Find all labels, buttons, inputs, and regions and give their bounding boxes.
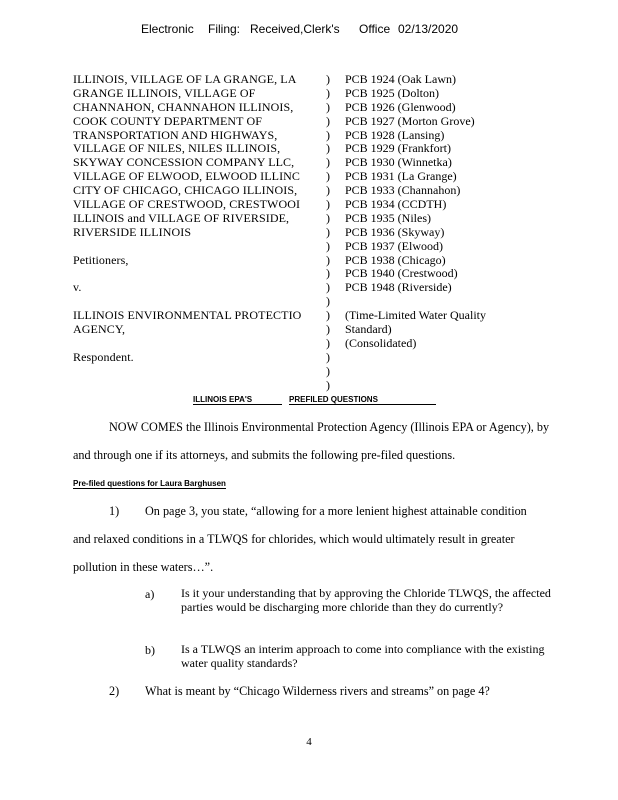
electronic-filing-stamp	[0, 22, 618, 36]
petitioner-line: ILLINOIS and VILLAGE OF RIVERSIDE,	[73, 211, 290, 225]
question-text-line: pollution in these waters…”.	[73, 560, 214, 574]
caption-paren: )	[326, 294, 330, 309]
case-number: PCB 1928 (Lansing)	[345, 127, 445, 142]
case-number: PCB 1935 (Niles)	[345, 210, 432, 225]
case-number: PCB 1930 (Winnetka)	[345, 155, 452, 170]
intro-line-1: NOW COMES the Illinois Environmental Protection Agency (Illinois EPA or Agency), by	[109, 420, 550, 434]
caption-paren: )	[326, 238, 330, 253]
case-number: PCB 1938 (Chicago)	[345, 252, 446, 267]
caption-paren: )	[326, 72, 330, 86]
case-number: PCB 1929 (Frankfort)	[345, 141, 451, 156]
case-number: PCB 1926 (Glenwood)	[345, 99, 456, 114]
stamp-received: Received,Clerk's	[250, 22, 340, 36]
stamp-office: Office	[359, 22, 391, 36]
sub-question-label: a)	[145, 587, 155, 601]
intro-line-2: and through one if its attorneys, and submits the following pre-filed questions.	[73, 448, 456, 462]
sub-question-text: Is a TLWQS an interim approach to come into compliance with the existing water quality standards?	[181, 642, 545, 670]
caption-paren: )	[326, 141, 330, 156]
case-number: PCB 1940 (Crestwood)	[345, 266, 458, 281]
case-number: PCB 1937 (Elwood)	[345, 238, 444, 253]
case-number: PCB 1934 (CCDTH)	[345, 197, 447, 212]
caption-paren: )	[326, 280, 330, 295]
caption-paren: )	[326, 169, 330, 184]
sub-question-label: b)	[145, 643, 155, 657]
petitioner-line: ILLINOIS, VILLAGE OF LA GRANGE, LA	[73, 73, 297, 86]
case-caption-parties	[73, 73, 333, 365]
question-text-line: and relaxed conditions in a TLWQS for chlorides, which would ultimately result in greater	[73, 532, 515, 546]
petitioner-line: CHANNAHON, CHANNAHON ILLINOIS,	[73, 100, 294, 114]
petitioner-line: TRANSPORTATION AND HIGHWAYS,	[73, 128, 278, 142]
petitioner-line: VILLAGE OF NILES, NILES ILLINOIS,	[73, 142, 281, 156]
respondent-line: ILLINOIS ENVIRONMENTAL PROTECTIO	[73, 309, 302, 323]
versus-label: v.	[73, 281, 82, 295]
stamp-electronic: Electronic	[141, 22, 194, 36]
caption-paren-column	[326, 73, 336, 392]
question-text-line: What is meant by “Chicago Wilderness rivers and streams” on page 4?	[145, 684, 490, 698]
caption-paren: )	[326, 155, 330, 170]
petitioner-line: RIVERSIDE ILLINOIS	[73, 225, 192, 239]
question-number: 2)	[109, 684, 120, 698]
petitioner-line: CITY OF CHICAGO, CHICAGO ILLINOIS,	[73, 184, 298, 198]
caption-paren: )	[326, 252, 330, 267]
caption-paren: )	[326, 85, 330, 100]
caption-paren: )	[326, 266, 330, 281]
respondent-label: Respondent.	[73, 350, 134, 364]
petitioner-line: COOK COUNTY DEPARTMENT OF	[73, 114, 263, 128]
caption-paren: )	[326, 377, 330, 392]
page-number: 4	[306, 736, 312, 748]
caption-paren: )	[326, 335, 330, 350]
case-number: PCB 1933 (Channahon)	[345, 183, 461, 198]
standard-line: (Time-Limited Water Quality	[345, 308, 487, 323]
caption-paren: )	[326, 99, 330, 114]
case-number: PCB 1924 (Oak Lawn)	[345, 72, 456, 86]
caption-paren: )	[326, 349, 330, 364]
title-part-1: ILLINOIS EPA'S	[193, 395, 282, 405]
petitioner-line: SKYWAY CONCESSION COMPANY LLC,	[73, 156, 295, 170]
stamp-date: 02/13/2020	[398, 22, 459, 36]
case-caption-numbers	[345, 73, 545, 351]
caption-paren: )	[326, 210, 330, 225]
caption-paren: )	[326, 363, 330, 378]
petitioner-line: VILLAGE OF CRESTWOOD, CRESTWOOI	[73, 198, 301, 212]
caption-paren: )	[326, 183, 330, 198]
petitioner-line: GRANGE ILLINOIS, VILLAGE OF	[73, 86, 256, 100]
sub-question-text: Is it your understanding that by approving the Chloride TLWQS, the affected parties would be discharging more chloride than they do currently?	[181, 586, 551, 614]
case-number: PCB 1948 (Riverside)	[345, 280, 452, 295]
petitioner-line: VILLAGE OF ELWOOD, ELWOOD ILLINC	[73, 170, 301, 184]
stamp-filing: Filing:	[208, 22, 241, 36]
case-number: PCB 1931 (La Grange)	[345, 169, 457, 184]
section-label: Pre-filed questions for Laura Barghusen	[73, 479, 226, 488]
case-number: PCB 1936 (Skyway)	[345, 224, 445, 239]
caption-paren: )	[326, 224, 330, 239]
standard-line: (Consolidated)	[345, 335, 417, 350]
question-number: 1)	[109, 504, 120, 518]
caption-paren: )	[326, 322, 330, 337]
standard-line: Standard)	[345, 322, 392, 337]
caption-paren: )	[326, 308, 330, 323]
question-text-line: On page 3, you state, “allowing for a more lenient highest attainable condition	[145, 504, 527, 518]
caption-paren: )	[326, 127, 330, 142]
respondent-line: AGENCY,	[73, 323, 126, 337]
case-number: PCB 1927 (Morton Grove)	[345, 113, 475, 128]
case-number: PCB 1925 (Dolton)	[345, 85, 440, 100]
caption-paren: )	[326, 197, 330, 212]
caption-paren: )	[326, 113, 330, 128]
petitioners-label: Petitioners,	[73, 253, 129, 267]
title-part-2: PREFILED QUESTIONS	[289, 395, 436, 405]
